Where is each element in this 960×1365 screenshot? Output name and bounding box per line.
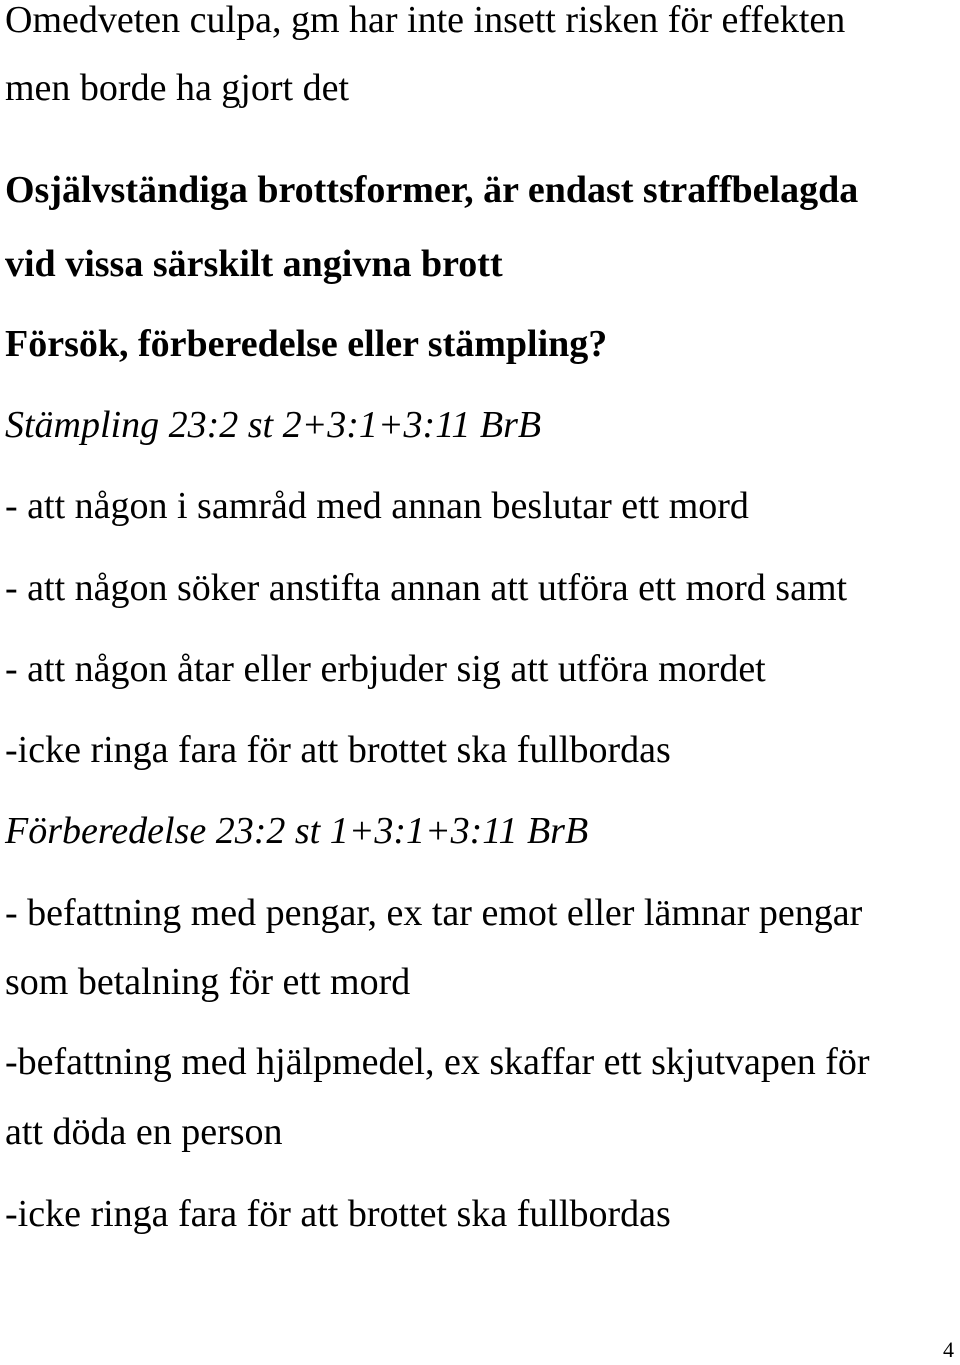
list-item: -icke ringa fara för att brottet ska fullbordas [5,1193,671,1235]
heading-osjalvstandiga: Osjälvständiga brottsformer, är endast straffbelagda [5,169,859,211]
page-number: 4 [943,1337,954,1362]
subheading-stampling: Stämpling 23:2 st 2+3:1+3:11 BrB [5,404,542,446]
heading-question: Försök, förberedelse eller stämpling? [5,323,608,365]
list-item-continuation: som betalning för ett mord [5,961,411,1003]
list-item: - att någon åtar eller erbjuder sig att utföra mordet [5,648,766,690]
heading-osjalvstandiga-cont: vid vissa särskilt angivna brott [5,243,503,285]
text-line-2: men borde ha gjort det [5,67,350,109]
list-item: -icke ringa fara för att brottet ska fullbordas [5,729,671,771]
list-item-continuation: att döda en person [5,1111,283,1153]
list-item: - att någon i samråd med annan beslutar ett mord [5,485,749,527]
subheading-forberedelse: Förberedelse 23:2 st 1+3:1+3:11 BrB [5,810,589,852]
text-line-1: Omedveten culpa, gm har inte insett risken för effekten [5,0,846,41]
list-item: - befattning med pengar, ex tar emot eller lämnar pengar [5,892,863,934]
list-item: -befattning med hjälpmedel, ex skaffar ett skjutvapen för [5,1041,870,1083]
list-item: - att någon söker anstifta annan att utföra ett mord samt [5,567,848,609]
